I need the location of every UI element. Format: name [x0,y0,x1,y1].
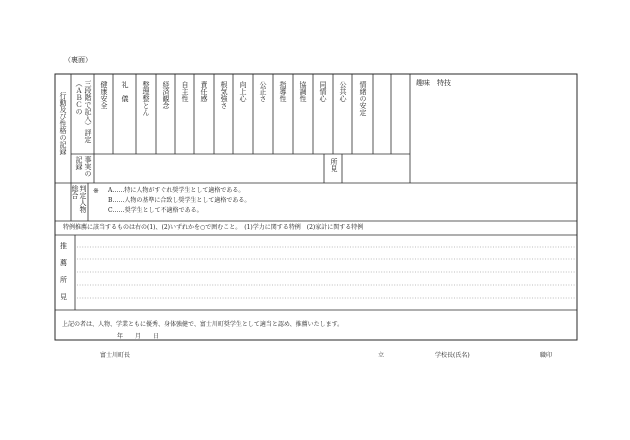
special-recommendation-notice: 特例推薦に該当するものは右の(1)、(2)いずれかを○で囲むこと。 (1)学力に関する特例 (2)家計に関する特例 [63,224,364,231]
remarks-label: 所見 [330,158,338,172]
facts-record-label: 事実の記録 [75,156,92,177]
trait-label: 公共心 [339,81,347,102]
note-mark: ※ [93,187,99,195]
eval-header: 三段階で記入）評定（ＡＢＣの [75,80,92,143]
recommendation-statement: 上記の者は、人物、学業ともに優秀、身体強健で、富士川町奨学生として適当と認め、推薦いたします。 [62,321,344,328]
school-suffix: 立 [378,352,385,359]
trait-label: 向上心 [239,81,247,102]
trait-label: 同情心 [319,81,327,102]
trait-label: 経済観念 [162,81,170,109]
behavior-record-label: 行動及び性格の記録 [59,92,67,155]
hobby-skill-label: 趣味 特技 [416,79,451,87]
trait-label: 整理整とん [142,81,150,116]
trait-label: 健康安全 [100,81,108,109]
criteria-c: C……奨学生として不適格である。 [108,207,203,214]
criteria-b: B……人物の基準に合致し奨学生として適格である。 [108,197,251,204]
trait-label: 礼 儀 [121,81,129,102]
overall-judgment-label: 判定人物総合 [71,185,87,213]
trait-label: 責任感 [200,81,208,102]
page-label: （裏面） [64,56,92,64]
recommendation-remarks-label: 推薦所見 [60,242,67,301]
official-seal-label: 職印 [540,352,553,359]
trait-label: 情緒の安定 [359,81,367,116]
trait-label: 根気強さ [220,81,228,109]
trait-label: 公正さ [259,81,267,102]
trait-label: 協調性 [299,81,307,102]
trait-label: 自主性 [181,81,189,102]
criteria-a: A……特に人物がすぐれ奨学生として適格である。 [108,187,245,194]
trait-label: 指導性 [279,81,287,102]
principal-name-label: 学校長(氏名) [435,352,470,359]
addressee: 富士川町長 [100,352,131,359]
date-line: 年 月 日 [117,333,160,340]
